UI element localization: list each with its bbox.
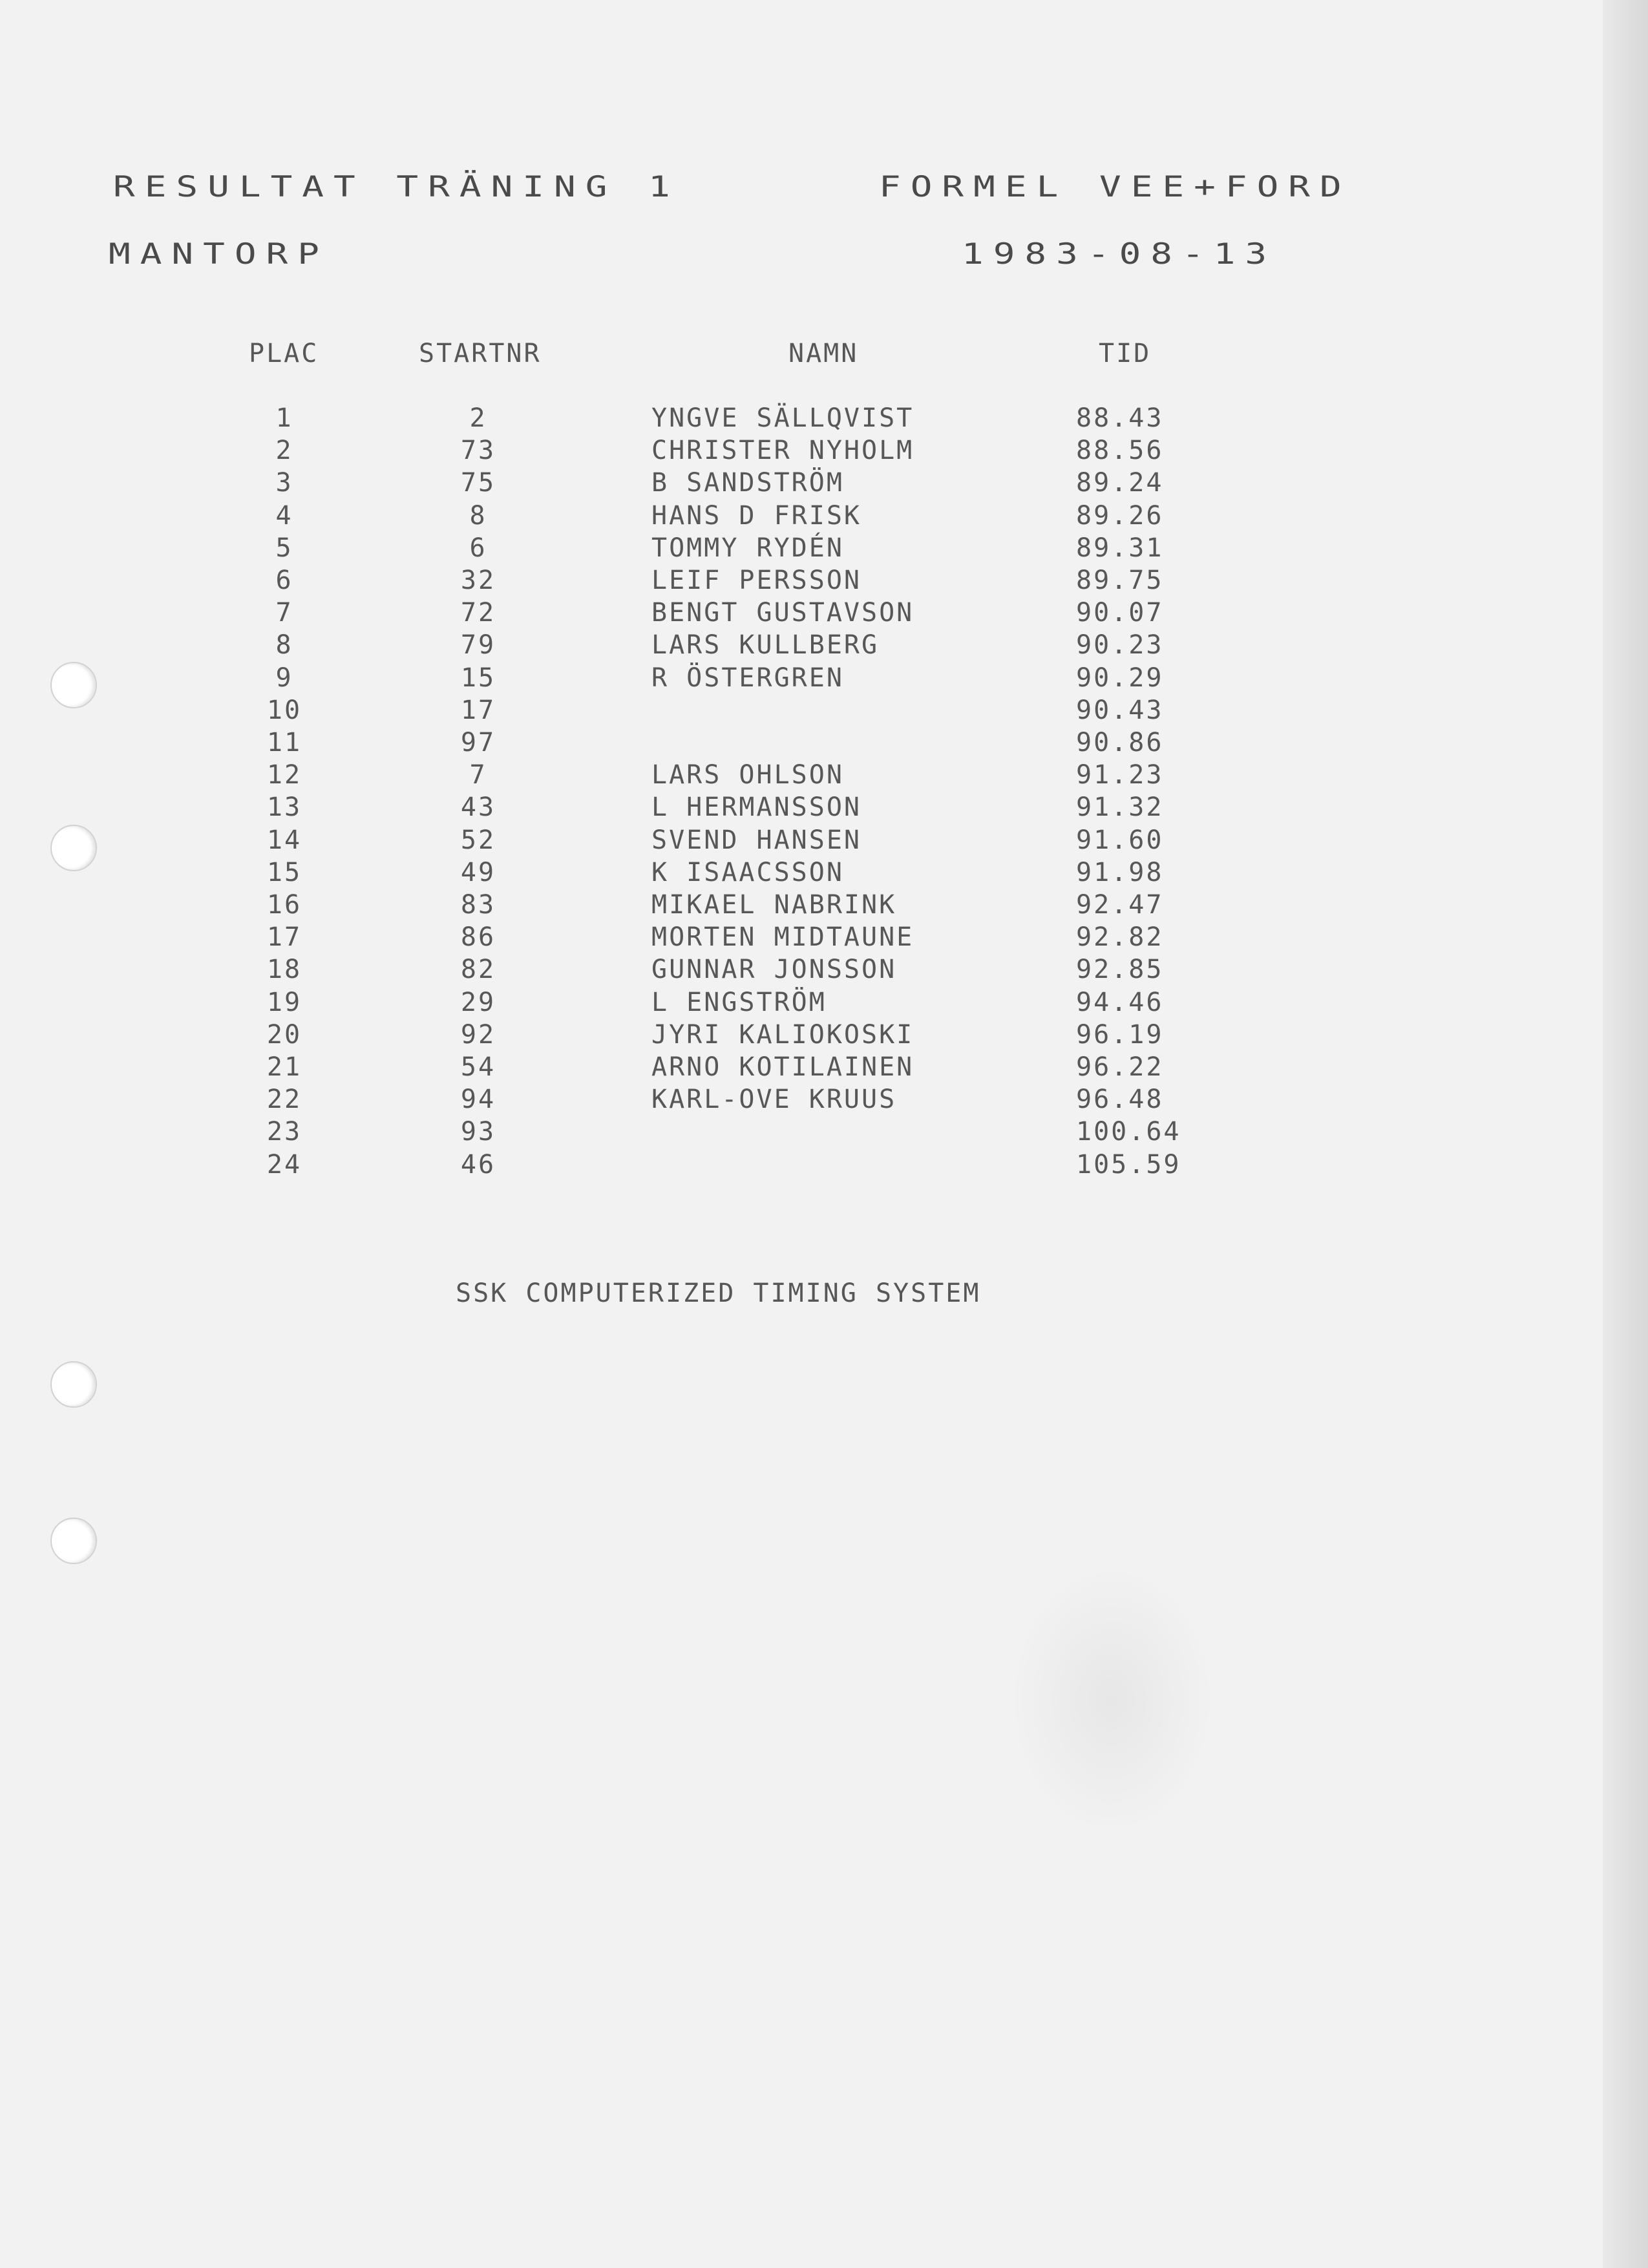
cell-plac: 6 [275, 566, 293, 595]
cell-startnr: 8 [469, 501, 487, 531]
cell-tid: 90.29 [1076, 663, 1164, 693]
cell-plac: 3 [275, 468, 293, 498]
cell-startnr: 83 [460, 890, 496, 920]
cell-plac: 22 [266, 1085, 302, 1114]
table-row [0, 1150, 1293, 1182]
table-row [0, 1052, 1293, 1085]
cell-startnr: 82 [460, 955, 496, 984]
cell-plac: 18 [266, 955, 302, 984]
cell-namn: K ISAACSSON [651, 858, 844, 887]
table-row [0, 1117, 1293, 1149]
cell-plac: 20 [266, 1020, 302, 1050]
cell-plac: 19 [266, 988, 302, 1017]
cell-namn: KARL-OVE KRUUS [651, 1085, 897, 1114]
cell-tid: 105.59 [1076, 1150, 1181, 1180]
cell-namn: LARS KULLBERG [651, 630, 880, 660]
cell-namn: TOMMY RYDÉN [651, 533, 844, 563]
cell-tid: 96.48 [1076, 1085, 1164, 1114]
cell-namn: HANS D FRISK [651, 501, 861, 531]
cell-startnr: 46 [460, 1150, 496, 1180]
column-header-plac: PLAC [249, 339, 319, 368]
cell-plac: 15 [266, 858, 302, 887]
cell-startnr: 29 [460, 988, 496, 1017]
cell-startnr: 32 [460, 566, 496, 595]
paper-edge [1603, 0, 1648, 2268]
cell-tid: 92.47 [1076, 890, 1164, 920]
cell-startnr: 43 [460, 792, 496, 822]
cell-tid: 96.19 [1076, 1020, 1164, 1050]
cell-tid: 90.07 [1076, 598, 1164, 628]
cell-plac: 9 [275, 663, 293, 693]
cell-namn: JYRI KALIOKOSKI [651, 1020, 914, 1050]
cell-startnr: 52 [460, 825, 496, 855]
cell-tid: 89.26 [1076, 501, 1164, 531]
cell-plac: 5 [275, 533, 293, 563]
table-row [0, 436, 1293, 468]
document-title: RESULTAT TRÄNING 1 [113, 170, 680, 204]
cell-startnr: 72 [460, 598, 496, 628]
cell-plac: 12 [266, 760, 302, 790]
cell-tid: 90.86 [1076, 728, 1164, 758]
timing-system-footer: SSK COMPUTERIZED TIMING SYSTEM [456, 1278, 981, 1308]
cell-namn: MORTEN MIDTAUNE [651, 922, 914, 952]
column-header-startnr: STARTNR [419, 339, 542, 368]
table-row [0, 825, 1293, 858]
event-date: 1983-08-13 [962, 237, 1277, 271]
table-row [0, 760, 1293, 792]
cell-tid: 88.56 [1076, 436, 1164, 465]
cell-tid: 92.85 [1076, 955, 1164, 984]
cell-plac: 16 [266, 890, 302, 920]
table-row [0, 533, 1293, 566]
table-row [0, 890, 1293, 922]
cell-namn: LEIF PERSSON [651, 566, 861, 595]
cell-startnr: 97 [460, 728, 496, 758]
cell-tid: 100.64 [1076, 1117, 1181, 1147]
cell-namn: L HERMANSSON [651, 792, 861, 822]
cell-plac: 4 [275, 501, 293, 531]
cell-namn: R ÖSTERGREN [651, 663, 844, 693]
cell-plac: 23 [266, 1117, 302, 1147]
cell-startnr: 75 [460, 468, 496, 498]
column-header-namn: NAMN [788, 339, 859, 368]
cell-plac: 24 [266, 1150, 302, 1180]
cell-plac: 10 [266, 695, 302, 725]
table-row [0, 468, 1293, 500]
cell-tid: 91.23 [1076, 760, 1164, 790]
table-row [0, 695, 1293, 728]
cell-tid: 91.32 [1076, 792, 1164, 822]
cell-tid: 90.23 [1076, 630, 1164, 660]
cell-tid: 90.43 [1076, 695, 1164, 725]
cell-tid: 94.46 [1076, 988, 1164, 1017]
cell-namn: L ENGSTRÖM [651, 988, 827, 1017]
class-title: FORMEL VEE+FORD [879, 170, 1351, 204]
cell-plac: 2 [275, 436, 293, 465]
cell-startnr: 15 [460, 663, 496, 693]
column-header-tid: TID [1099, 339, 1152, 368]
punch-hole [50, 1361, 97, 1408]
cell-plac: 17 [266, 922, 302, 952]
cell-namn: BENGT GUSTAVSON [651, 598, 914, 628]
cell-namn: GUNNAR JONSSON [651, 955, 897, 984]
table-row [0, 501, 1293, 533]
cell-plac: 1 [275, 403, 293, 433]
cell-namn: SVEND HANSEN [651, 825, 861, 855]
cell-startnr: 54 [460, 1052, 496, 1082]
venue-name: MANTORP [109, 237, 330, 271]
cell-startnr: 49 [460, 858, 496, 887]
cell-tid: 89.24 [1076, 468, 1164, 498]
table-row [0, 728, 1293, 760]
cell-tid: 91.98 [1076, 858, 1164, 887]
cell-startnr: 7 [469, 760, 487, 790]
cell-namn: LARS OHLSON [651, 760, 844, 790]
cell-namn: CHRISTER NYHOLM [651, 436, 914, 465]
cell-startnr: 6 [469, 533, 487, 563]
cell-plac: 7 [275, 598, 293, 628]
cell-namn: MIKAEL NABRINK [651, 890, 897, 920]
cell-tid: 92.82 [1076, 922, 1164, 952]
cell-startnr: 17 [460, 695, 496, 725]
table-row [0, 988, 1293, 1020]
cell-plac: 11 [266, 728, 302, 758]
cell-startnr: 94 [460, 1085, 496, 1114]
cell-namn: ARNO KOTILAINEN [651, 1052, 914, 1082]
cell-startnr: 2 [469, 403, 487, 433]
table-row [0, 955, 1293, 987]
cell-startnr: 73 [460, 436, 496, 465]
cell-plac: 14 [266, 825, 302, 855]
table-row [0, 566, 1293, 598]
cell-namn: YNGVE SÄLLQVIST [651, 403, 914, 433]
cell-tid: 91.60 [1076, 825, 1164, 855]
cell-tid: 89.75 [1076, 566, 1164, 595]
paper-smudge [1008, 1564, 1215, 1836]
cell-tid: 88.43 [1076, 403, 1164, 433]
cell-plac: 8 [275, 630, 293, 660]
results-table [0, 403, 1293, 1179]
cell-tid: 96.22 [1076, 1052, 1164, 1082]
table-row [0, 403, 1293, 436]
cell-startnr: 79 [460, 630, 496, 660]
table-row [0, 792, 1293, 825]
table-row [0, 1085, 1293, 1117]
table-row [0, 598, 1293, 630]
table-row [0, 630, 1293, 662]
cell-startnr: 92 [460, 1020, 496, 1050]
table-row [0, 922, 1293, 955]
cell-plac: 21 [266, 1052, 302, 1082]
punch-hole [50, 1518, 97, 1564]
cell-tid: 89.31 [1076, 533, 1164, 563]
table-row [0, 663, 1293, 695]
cell-namn: B SANDSTRÖM [651, 468, 844, 498]
cell-startnr: 93 [460, 1117, 496, 1147]
cell-startnr: 86 [460, 922, 496, 952]
table-row [0, 1020, 1293, 1052]
table-row [0, 858, 1293, 890]
cell-plac: 13 [266, 792, 302, 822]
